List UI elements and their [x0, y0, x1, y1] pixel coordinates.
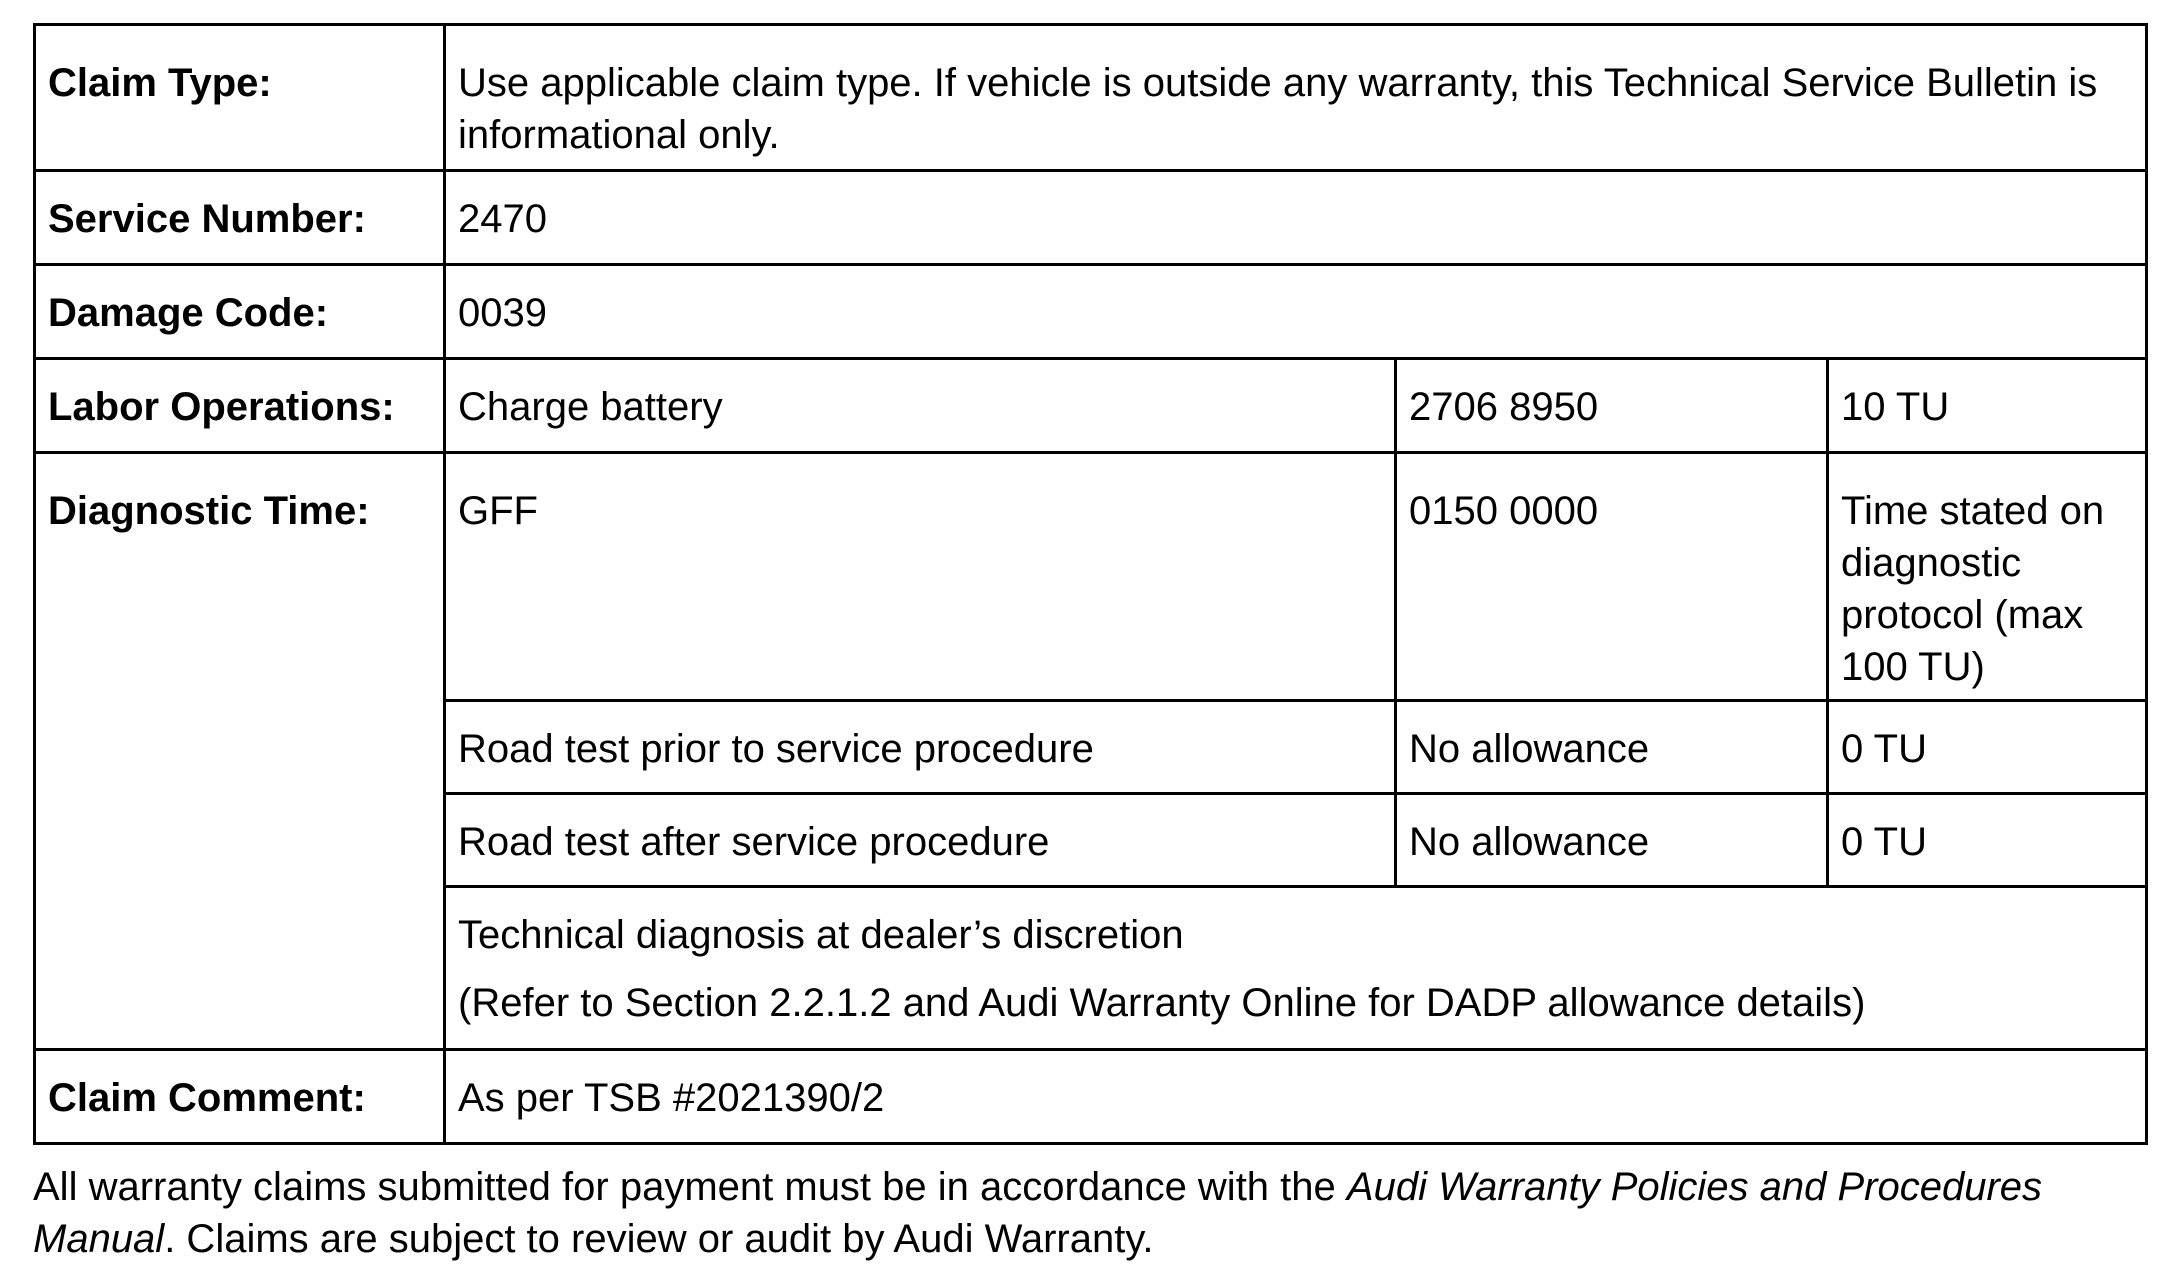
table-row-claim-comment	[35, 1050, 2147, 1144]
damage-code-value: 0039	[445, 265, 2147, 359]
road-test-prior-description: Road test prior to service procedure	[445, 701, 1396, 794]
table-row-labor-operations	[35, 359, 2147, 453]
road-test-after-allowance: No allowance	[1396, 794, 1828, 887]
service-number-value: 2470	[445, 171, 2147, 265]
technical-diagnosis-text: Technical diagnosis at dealer’s discretion	[458, 913, 1184, 957]
diagnostic-time-value: Time stated on diagnostic protocol (max 100 TU)	[1828, 453, 2147, 701]
road-test-after-description: Road test after service procedure	[445, 794, 1396, 887]
diagnostic-time-label: Diagnostic Time:	[35, 453, 445, 1050]
table-row-claim-type	[35, 25, 2147, 171]
diagnostic-code: 0150 0000	[1396, 453, 1828, 701]
claim-comment-value: As per TSB #2021390/2	[445, 1050, 2147, 1144]
warranty-claim-table	[33, 23, 2148, 1145]
claim-type-label: Claim Type:	[35, 25, 445, 171]
labor-operation-time: 10 TU	[1828, 359, 2147, 453]
road-test-prior-time: 0 TU	[1828, 701, 2147, 794]
road-test-prior-allowance: No allowance	[1396, 701, 1828, 794]
labor-operation-code: 2706 8950	[1396, 359, 1828, 453]
footnote-text-end: . Claims are subject to review or audit by Audi Warranty.	[164, 1217, 1154, 1261]
diagnostic-description: GFF	[445, 453, 1396, 701]
claim-comment-label: Claim Comment:	[35, 1050, 445, 1144]
labor-operation-description: Charge battery	[445, 359, 1396, 453]
table-row-service-number	[35, 171, 2147, 265]
warranty-footnote	[33, 1161, 2145, 1265]
table-row-diagnostic-gff	[35, 453, 2147, 701]
service-number-label: Service Number:	[35, 171, 445, 265]
technical-diagnosis-cell	[445, 887, 2147, 1050]
road-test-after-time: 0 TU	[1828, 794, 2147, 887]
claim-type-value: Use applicable claim type. If vehicle is outside any warranty, this Technical Service Bulletin is informational only.	[445, 25, 2147, 171]
table-row-damage-code	[35, 265, 2147, 359]
warranty-manual-title: Audi Warranty Policies and Procedures Manual	[33, 1165, 2043, 1261]
labor-operations-label: Labor Operations:	[35, 359, 445, 453]
damage-code-label: Damage Code:	[35, 265, 445, 359]
dadp-allowance-reference: (Refer to Section 2.2.1.2 and Audi Warranty Online for DADP allowance details)	[458, 981, 1866, 1025]
footnote-text-start: All warranty claims submitted for payment must be in accordance with the	[33, 1165, 1347, 1209]
warranty-document	[33, 23, 2145, 1265]
